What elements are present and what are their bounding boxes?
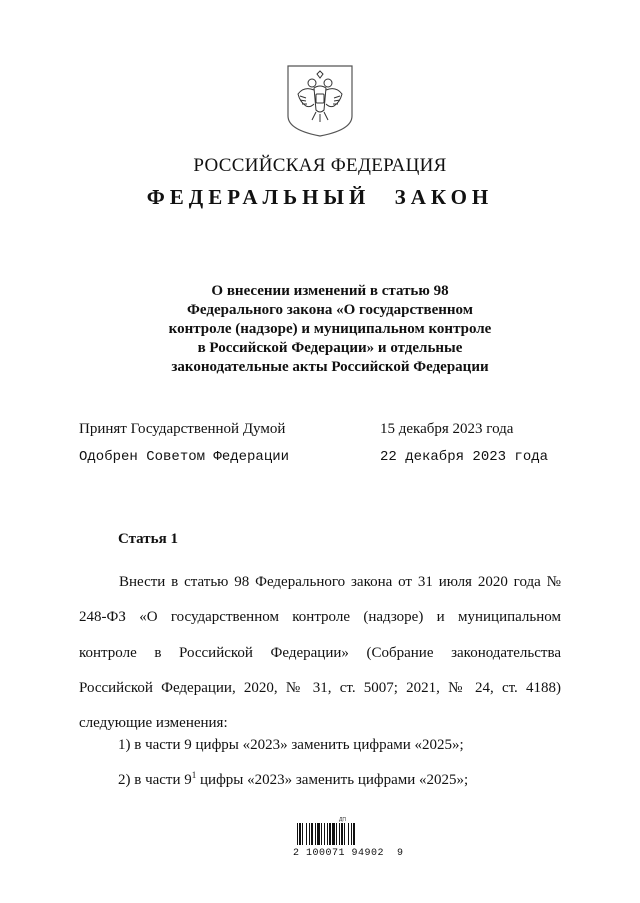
title-line: в Российской Федерации» и отдельные [197,340,463,356]
title-line: Федерального закона «О государственном [187,302,473,318]
title-line: законодательные акты Российской Федерации [171,359,489,375]
svg-text:ДП: ДП [339,817,346,823]
russian-coat-of-arms-icon [286,64,354,138]
duma-adoption-date: 15 декабря 2023 года [380,421,514,437]
title-line: контроле (надзоре) и муниципальном контроле [168,321,492,337]
council-approval-label: Одобрен Советом Федерации [79,449,290,465]
article-item-2 [118,772,468,789]
article-item-1: 1) в части 9 цифры «2023» заменить цифрами «2025»; [118,737,464,753]
article-heading: Статья 1 [118,531,178,547]
title-line: О внесении изменений в статью 98 [211,283,449,299]
country-heading: РОССИЙСКАЯ ФЕДЕРАЦИЯ [193,155,447,176]
council-approval-date: 22 декабря 2023 года [380,449,549,465]
document-type-heading: ФЕДЕРАЛЬНЫЙ ЗАКОН [146,185,494,209]
duma-adoption-label: Принят Государственной Думой [79,421,286,437]
article-intro-paragraph: Внести в статью 98 Федерального закона от 31 июля 2020 года № 248-ФЗ «О государственном контроле (надзоре) и муниципальном контроле в Российской Федерации» (Собрание законодательства Российской Федерации, 2020, № 31, ст. 5007; 2021, № 24, ст. 4188) следующие изменения: [79,574,561,732]
item-text: цифры «2023» заменить цифрами «2025»; [196,772,469,788]
item-superscript: 1 [191,770,197,780]
barcode-number: 2 100071 94902 9 [293,848,404,859]
law-title [120,282,540,377]
item-text: 2) в части 9 [118,772,192,788]
